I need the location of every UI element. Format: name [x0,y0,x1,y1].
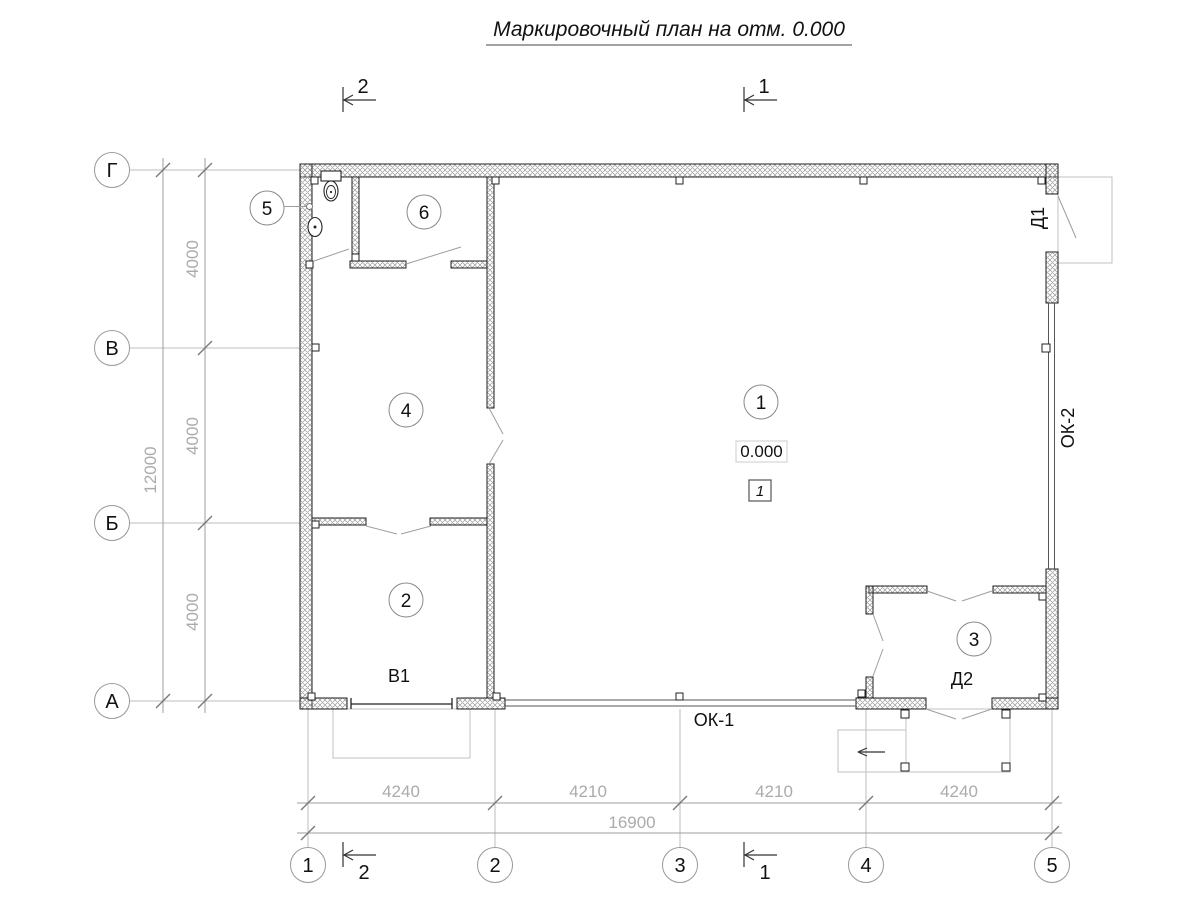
porch-v1 [333,709,470,758]
ramp-d2 [838,730,906,772]
door-swing-d2 [926,709,956,719]
door-label-d2: Д2 [950,669,974,689]
axis-label: 5 [1046,855,1058,877]
porch-post [901,763,909,771]
door-swing-d2 [962,709,992,719]
axis-label: Б [105,513,119,535]
room-number: 5 [261,199,273,220]
section-label: 1 [758,76,770,98]
axis-label: 3 [674,855,686,877]
column-marker [492,177,499,184]
dim-vertical-total: 12000 [141,446,160,494]
wall-exterior-bottom [992,698,1058,709]
dim-horizontal-span: 4210 [755,782,793,801]
dim-horizontal-span: 4240 [940,782,978,801]
wall-interior-axis2 [487,177,494,408]
wall-room6-bottom [350,261,406,268]
door-label-d1: Д1 [1028,206,1048,230]
room-number: 4 [400,401,412,422]
column-marker [308,693,315,700]
axis-label: 1 [302,855,314,877]
door-swing-axis-b [366,526,397,534]
section-label: 2 [357,76,369,98]
dim-horizontal-total: 16900 [608,813,656,832]
column-marker [1039,694,1046,701]
toilet-icon [321,171,341,201]
axis-markers [95,153,1070,883]
wall-exterior-right [1046,164,1058,194]
wall-exterior-right [1046,569,1058,709]
dim-vertical-span: 4000 [183,593,202,631]
section-mark-1-bottom [744,842,777,884]
wall-exterior-bottom [300,698,347,709]
wall-room3-top [869,586,927,593]
door-swing-room3-left [873,614,883,641]
column-marker [676,177,683,184]
title-block [486,18,852,45]
window-label-ok1: ОК-1 [693,710,735,730]
porch-post [901,710,909,718]
dim-vertical-span: 4000 [183,240,202,278]
zone-number: 1 [755,483,765,500]
column-marker [306,261,313,268]
room-number: 3 [968,630,980,651]
walls [300,164,1058,709]
section-label: 2 [358,862,370,884]
page-title: Маркировочный план на отм. 0.000 [493,18,845,41]
porches [333,177,1112,772]
wall-room3-top [993,586,1046,593]
wall-room3-left [866,586,873,614]
axis-label: 2 [489,855,501,877]
column-marker [676,693,683,700]
sink-icon [308,218,322,237]
room-number: 6 [418,203,430,224]
column-marker [860,177,867,184]
elevation-value: 0.000 [740,442,783,461]
door-swing-room4 [489,408,503,434]
column-marker [1039,593,1046,600]
column-marker [312,521,319,528]
dim-vertical-span: 4000 [183,417,202,455]
room5-leader-dot [307,204,313,210]
section-mark-2-top [343,76,376,112]
dim-horizontal-span: 4240 [382,782,420,801]
section-mark-2-bottom [343,842,376,884]
axis-label: 4 [860,855,872,877]
door-v1-threshold [351,698,452,709]
wall-axis-b [430,518,487,525]
door-swing-room3-left [873,649,883,676]
door-swing-room3-top [962,591,992,601]
door-swing-room5 [314,249,349,261]
wall-room3-left [866,677,873,698]
dim-horizontal-span: 4210 [569,782,607,801]
wall-room6-bottom [451,261,487,268]
door-swing-d1 [1058,196,1076,238]
door-swing-room4 [489,440,503,464]
column-markers [306,177,1050,701]
column-marker [352,254,359,261]
door-swing-axis-b [401,526,431,534]
dimension-lines [156,158,1062,840]
dimension-labels [141,240,978,832]
wall-room5-divider [352,177,359,261]
wall-exterior-bottom [856,698,926,709]
axis-label: В [105,338,119,360]
ramp-arrow-icon [858,748,885,756]
wall-exterior-right [1046,252,1058,303]
column-marker [858,690,865,697]
column-marker [1038,177,1045,184]
wall-axis-b [312,518,366,525]
porch-d1 [1058,177,1112,263]
column-marker [312,344,319,351]
room-number: 1 [755,393,767,414]
grid-lines [129,170,1052,847]
section-mark-1-top [744,76,777,112]
column-marker [493,693,500,700]
wall-exterior-top [300,164,1058,177]
window-label-ok2: ОК-2 [1058,407,1078,449]
column-marker [1042,344,1050,352]
wall-interior-axis2 [487,464,494,698]
wall-exterior-left [300,164,312,709]
door-swing-room3-top [927,591,956,601]
section-label: 1 [759,862,771,884]
porch-d2 [906,709,1010,772]
axis-label: А [105,691,119,713]
column-marker [311,177,318,184]
door-label-v1: В1 [387,666,411,686]
axis-label: Г [106,160,118,182]
porch-post [1002,763,1010,771]
room-number: 2 [400,591,412,612]
porch-post [1002,710,1010,718]
